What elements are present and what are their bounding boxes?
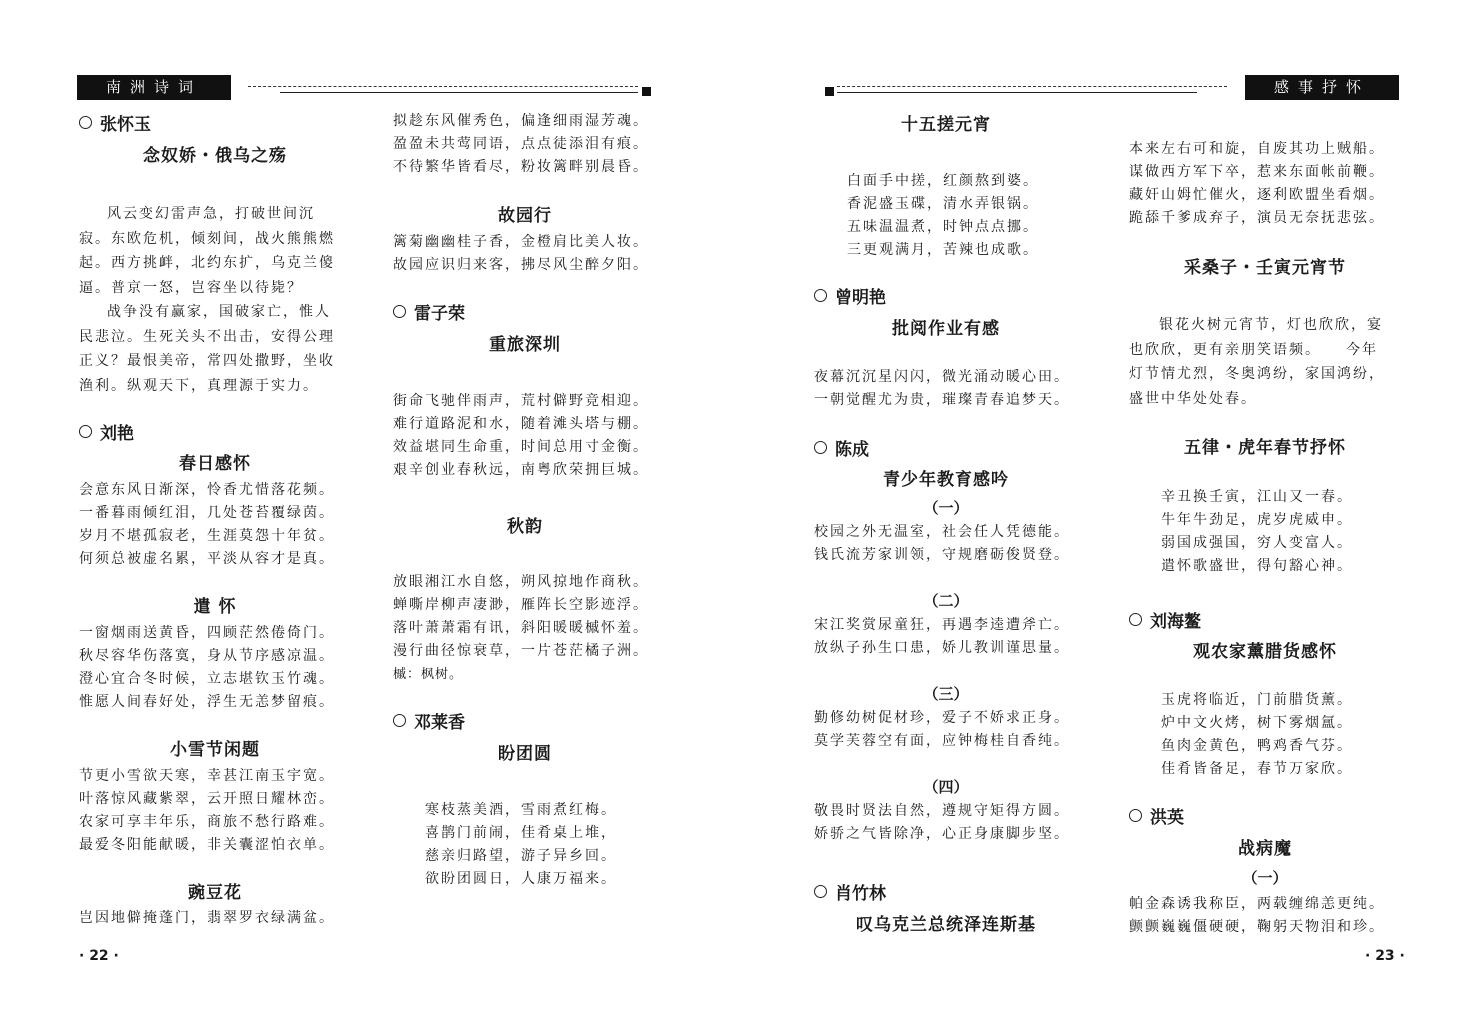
poem-title: 豌豆花 — [188, 883, 242, 903]
author-bullet-icon — [79, 425, 92, 438]
header-solid-rule — [280, 92, 638, 93]
author-bullet-icon — [1129, 613, 1142, 626]
section-number: （一） — [1242, 869, 1288, 887]
poem-lines: 宋江奖赏尿童狂，再遇李逵遭斧亡。 放纵子孙生口患，娇儿教训谨思量。 — [814, 617, 1070, 656]
poem-title: 遣 怀 — [193, 597, 237, 617]
header-dashed-rule — [248, 86, 638, 87]
poem-lines: 一窗烟雨送黄昏，四顾茫然倦倚门。 秋尽容华伤落寞，身从节序感凉温。 澄心宜合冬时候，立志堪钦玉竹魂。 惟愿人间春好处，浮生无恙梦留痕。 — [79, 625, 335, 710]
poem-title: 小雪节闲题 — [170, 740, 260, 760]
poem-title: 五律・虎年春节抒怀 — [1184, 438, 1346, 458]
poem-lines: 辛丑换壬寅，江山又一春。 牛年牛劲足，虎岁虎威申。 弱国成强国，穷人变富人。 遣怀歌盛世，得句豁心神。 — [1161, 489, 1353, 574]
poem-lines: 岂因地僻掩蓬门，翡翠罗衣绿满盆。 — [79, 910, 335, 926]
section-number: （三） — [923, 685, 969, 703]
prose-block: 银花火树元宵节，灯也欣欣，宴 也欣欣，更有亲朋笑语频。 今年 灯节情尤烈，冬奥鸿纷，家国鸿纷， 盛世中华处处春。 — [1129, 317, 1385, 407]
footnote: 槭：枫树。 — [393, 667, 464, 682]
poem-title: 叹乌克兰总统泽连斯基 — [856, 915, 1036, 935]
poem-lines: 拟趁东风催秀色，偏逢细雨湿芳魂。 盈盈未共莺同语，点点徒添泪有痕。 不待繁华皆看尽，粉妆篱畔别晨昏。 — [393, 113, 649, 175]
right-page — [737, 0, 1474, 1020]
author-bullet-icon — [814, 289, 827, 302]
author-bullet-icon — [814, 441, 827, 454]
author-bullet-icon — [1129, 809, 1142, 822]
header-solid-rule — [837, 92, 1197, 93]
poem-lines: 校园之外无温室，社会任人凭德能。 钱氏流芳家训领，守规磨砺俊贤登。 — [814, 524, 1070, 563]
right-header-label: 感事抒怀 — [1245, 75, 1399, 100]
author-liu-haiao: 刘海鳌 — [1129, 612, 1201, 632]
author-bullet-icon — [393, 305, 406, 318]
author-lei-zirong: 雷子荣 — [393, 304, 465, 324]
poem-title: 十五搓元宵 — [901, 115, 991, 135]
author-deng-laixiang: 邓莱香 — [393, 713, 465, 733]
poem-title: 故园行 — [498, 206, 552, 226]
author-hong-ying: 洪英 — [1129, 808, 1184, 828]
poem-lines: 街命飞驰伴雨声，荒村僻野竞相迎。 难行道路泥和水，随着滩头塔与棚。 效益堪同生命重，时间总用寸金衡。 艰辛创业春秋远，南粤欣荣拥巨城。 — [393, 393, 649, 478]
poem-lines: 放眼湘江水自悠，朔风掠地作商秋。 蝉嘶岸柳声凄渺，雁阵长空影迹浮。 落叶萧萧霜有讯，斜阳暖暖槭怀羞。 漫行曲径惊衰草，一片苍茫橘子洲。 槭：枫树。 — [393, 571, 649, 686]
header-square-ornament — [642, 87, 651, 96]
author-zeng-mingyan: 曾明艳 — [814, 288, 886, 308]
author-chen-cheng: 陈成 — [814, 440, 869, 460]
header-square-ornament — [825, 87, 834, 96]
author-liu-yan: 刘艳 — [79, 424, 134, 444]
author-xiao-zhulin: 肖竹林 — [814, 884, 886, 904]
author-bullet-icon — [393, 714, 406, 727]
poem-lines: 节更小雪欲天寒，幸甚江南玉宇宽。 叶落惊风藏紫翠，云开照日耀林峦。 农家可享丰年乐，商旅不愁行路难。 最爱冬阳能献暖，非关囊涩怕衣单。 — [79, 768, 335, 853]
poem-title: 批阅作业有感 — [892, 319, 1000, 339]
poem-title: 盼团圆 — [498, 744, 552, 764]
page-number: · 23 · — [1365, 948, 1405, 964]
section-number: （四） — [923, 778, 969, 796]
poem-lines: 敬畏时贤法自然，遵规守矩得方圆。 娇骄之气皆除净，心正身康脚步坚。 — [814, 803, 1070, 842]
poem-lines: 勤修幼树促材珍，爱子不娇求正身。 莫学芙蓉空有面，应钟梅桂自香纯。 — [814, 710, 1070, 749]
header-dashed-rule — [837, 86, 1227, 87]
poem-title: 观农家薰腊货感怀 — [1193, 642, 1337, 662]
section-number: （二） — [923, 592, 969, 610]
poem-title: 春日感怀 — [179, 454, 251, 474]
poem-lines: 夜幕沉沉星闪闪，微光涌动暖心田。 一朝觉醒尤为贵，璀璨青春追梦天。 — [814, 369, 1070, 408]
left-header-label: 南洲诗词 — [77, 75, 231, 100]
poem-title: 重旅深圳 — [489, 335, 561, 355]
section-number: （一） — [923, 499, 969, 517]
poem-lines: 篱菊幽幽桂子香，金橙肩比美人妆。 故园应识归来客，拂尽风尘醉夕阳。 — [393, 234, 649, 273]
poem-title: 青少年教育感吟 — [883, 470, 1009, 490]
prose-block: 风云变幻雷声急，打破世间沉 寂。东欧危机，倾刻间，战火熊熊燃 起。西方挑衅，北约东扩，乌克兰傻 逼。普京一怒，岂容坐以待毙？ 战争没有赢家，国破家亡，惟人 民悲泣。生死关头不出击，安得公理 正义？最恨美帝，常四处撒野，坐收 渔利。纵观天下，真理源于实力。 — [79, 206, 335, 394]
page-number: · 22 · — [79, 948, 119, 964]
poem-title: 秋韵 — [507, 517, 543, 537]
poem-lines: 本来左右可和旋，自废其功上贼船。 谋做西方军下卒，惹来东面帐前鞭。 藏奸山姆忙催火，逐利欧盟坐看烟。 跪舔千爹成弃子，演员无奈抚悲弦。 — [1129, 141, 1385, 226]
author-bullet-icon — [79, 116, 92, 129]
poem-lines: 帕金森诱我称臣，两载缠绵恙更纯。 颤颤巍巍僵硬硬，鞠躬天物泪和珍。 — [1129, 896, 1385, 935]
poem-lines: 会意东风日渐深，怜香尤惜落花频。 一番暮雨倾红泪，几处苍苔覆绿茵。 岁月不堪孤寂老，生涯莫怨十年贫。 何须总被虚名累，平淡从容才是真。 — [79, 482, 335, 567]
poem-title: 战病魔 — [1238, 839, 1292, 859]
poem-lines: 玉虎将临近，门前腊货薰。 炉中文火烤，树下雾烟氲。 鱼肉金黄色，鸭鸡香气芬。 佳肴皆备足，春节万家欣。 — [1161, 692, 1353, 777]
poem-title: 念奴娇・俄乌之殇 — [143, 146, 287, 166]
poem-lines: 寒枝蒸美酒，雪雨煮红梅。 喜鹊门前闹，佳肴桌上堆， 慈亲归路望，游子异乡回。 欲盼团圆日，人康万福来。 — [425, 802, 617, 887]
author-zhang-huaiyu: 张怀玉 — [79, 115, 151, 135]
poem-title: 采桑子・壬寅元宵节 — [1184, 258, 1346, 278]
poem-lines: 白面手中搓，红颜熬到婆。 香泥盛玉碟，清水弄银锅。 五味温温煮，时钟点点挪。 三更观满月，苦辣也成歌。 — [847, 173, 1039, 258]
author-bullet-icon — [814, 885, 827, 898]
